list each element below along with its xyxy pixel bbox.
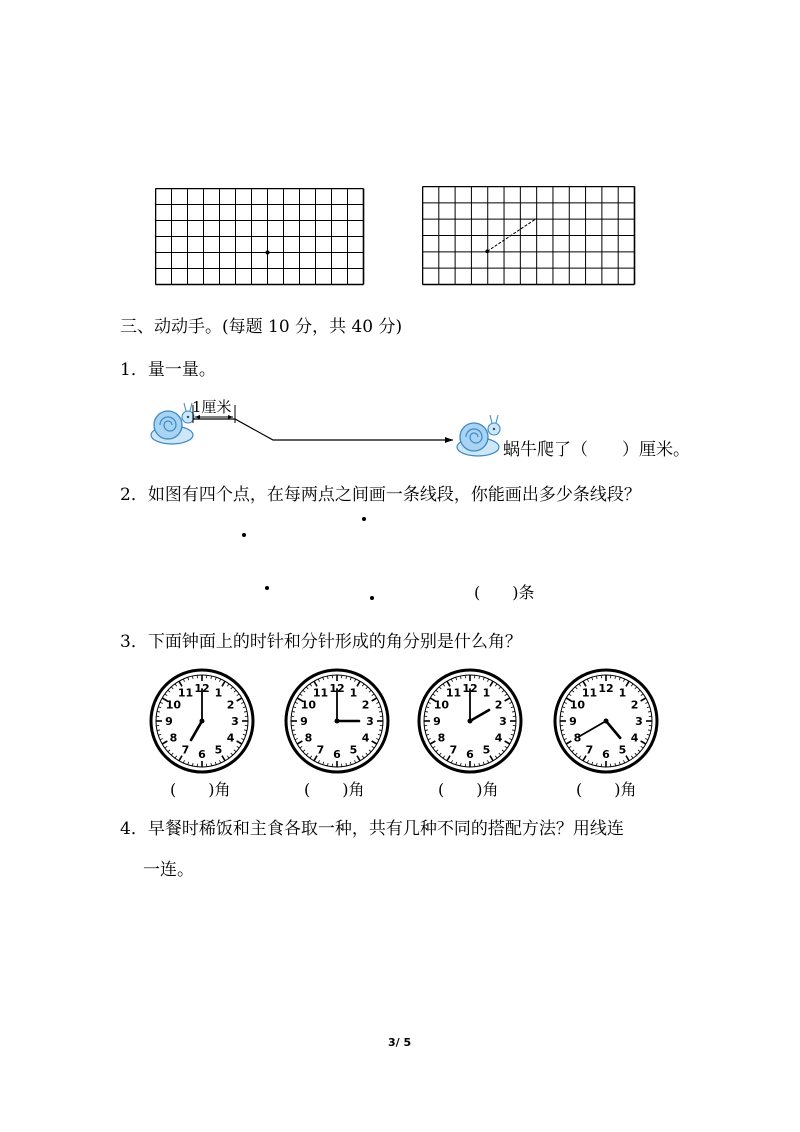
clock-center — [200, 719, 205, 724]
clock-number: 4 — [494, 731, 503, 745]
clock-number: 4 — [226, 731, 235, 745]
clock-number: 6 — [198, 748, 206, 761]
q1-prompt: 1．量一量。 — [120, 360, 216, 380]
clock-number: 10 — [569, 698, 586, 712]
clock-number: 2 — [630, 698, 639, 712]
snail-icon — [457, 415, 500, 456]
clock-4-answer: ( )角 — [576, 780, 637, 799]
clock-number: 6 — [466, 748, 474, 761]
clock-number: 4 — [361, 731, 370, 745]
clock-number: 7 — [181, 743, 190, 757]
clock-number: 7 — [585, 743, 594, 757]
clock-number: 11 — [581, 686, 598, 700]
clock-number: 12 — [462, 682, 478, 695]
clock-number: 12 — [194, 682, 210, 695]
clock-2 — [283, 667, 391, 779]
clock-1-answer: ( )角 — [170, 780, 231, 799]
clock-number: 8 — [437, 731, 446, 745]
clock-number: 6 — [602, 748, 610, 761]
clock-number: 5 — [214, 743, 223, 757]
q1-answer-text: 蜗牛爬了（ ）厘米。 — [503, 440, 690, 460]
q2-dots — [230, 510, 390, 605]
clock-number: 8 — [169, 731, 178, 745]
clock-number: 3 — [366, 715, 374, 728]
clock-number: 11 — [445, 686, 462, 700]
clock-number: 5 — [618, 743, 627, 757]
clock-number: 11 — [312, 686, 329, 700]
clock-number: 9 — [300, 715, 308, 728]
q4-prompt-line2: 一连。 — [143, 860, 194, 880]
clock-number: 4 — [630, 731, 639, 745]
clock-number: 10 — [433, 698, 450, 712]
clock-3-answer: ( )角 — [438, 780, 499, 799]
clock-number: 10 — [165, 698, 182, 712]
clock-number: 9 — [433, 715, 441, 728]
clock-number: 1 — [482, 686, 491, 700]
clock-center — [468, 719, 473, 724]
clock-number: 10 — [300, 698, 317, 712]
dot-4 — [370, 596, 374, 600]
q2-answer-text: ( )条 — [474, 583, 535, 602]
clock-number: 7 — [316, 743, 325, 757]
dot-3 — [265, 586, 269, 590]
grid-right — [422, 186, 636, 286]
clock-3 — [416, 667, 524, 779]
clock-number: 8 — [304, 731, 313, 745]
clock-number: 3 — [231, 715, 239, 728]
q2-prompt: 2．如图有四个点，在每两点之间画一条线段，你能画出多少条线段？ — [120, 485, 641, 505]
clock-number: 8 — [573, 731, 582, 745]
clock-center — [604, 719, 609, 724]
clock-number: 6 — [333, 748, 341, 761]
clock-number: 5 — [349, 743, 358, 757]
clock-number: 9 — [165, 715, 173, 728]
dot-2 — [362, 517, 366, 521]
clock-number: 1 — [618, 686, 627, 700]
clock-number: 2 — [494, 698, 503, 712]
clock-number: 7 — [449, 743, 458, 757]
clock-number: 1 — [214, 686, 223, 700]
clock-number: 12 — [329, 682, 345, 695]
q1-unit-label: 1厘米 — [192, 398, 232, 416]
clock-number: 3 — [499, 715, 507, 728]
page-number: 3/ 5 — [388, 1036, 412, 1049]
clock-number: 2 — [226, 698, 235, 712]
grid-point — [485, 250, 489, 254]
clock-2-answer: ( )角 — [304, 780, 365, 799]
clock-4 — [552, 667, 660, 779]
clock-number: 1 — [349, 686, 358, 700]
grid-left — [155, 188, 365, 286]
clock-number: 5 — [482, 743, 491, 757]
q3-prompt: 3．下面钟面上的时针和分针形成的角分别是什么角？ — [120, 632, 522, 652]
clock-number: 2 — [361, 698, 370, 712]
clock-number: 11 — [177, 686, 194, 700]
section-title: 三、动动手。(每题 10 分，共 40 分) — [120, 317, 403, 337]
grid-point — [266, 251, 270, 255]
dot-1 — [242, 533, 246, 537]
snail-icon — [151, 403, 194, 444]
q4-prompt-line1: 4．早餐时稀饭和主食各取一种，共有几种不同的搭配方法？用线连 — [120, 819, 624, 839]
clock-number: 9 — [569, 715, 577, 728]
clock-1 — [148, 667, 256, 779]
clock-number: 3 — [635, 715, 643, 728]
clock-center — [335, 719, 340, 724]
clock-number: 12 — [598, 682, 614, 695]
